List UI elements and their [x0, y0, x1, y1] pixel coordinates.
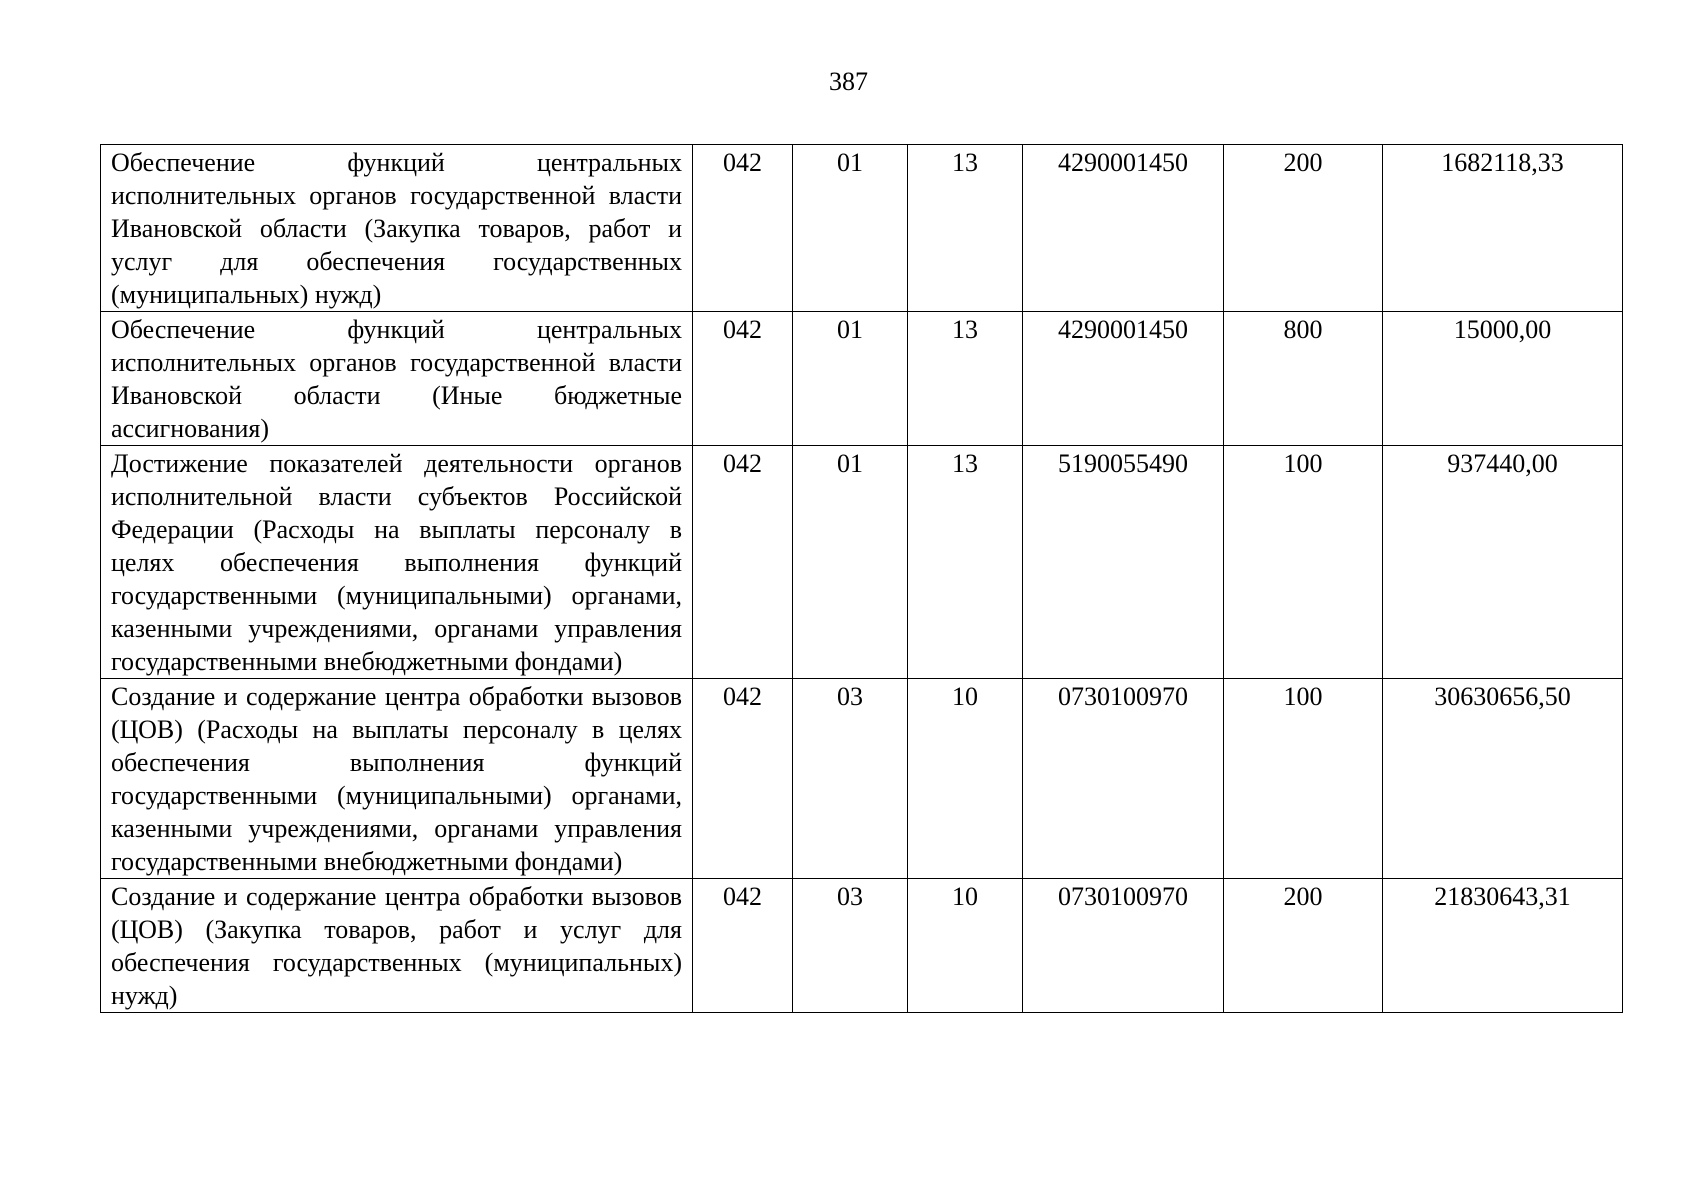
ministry-code: 042 [693, 679, 793, 879]
expense-type-code: 800 [1224, 312, 1383, 446]
amount: 15000,00 [1383, 312, 1623, 446]
ministry-code: 042 [693, 145, 793, 312]
expense-type-code: 200 [1224, 879, 1383, 1013]
row-description: Обеспечение функций центральных исполнительных органов государственной власти Ивановской области (Иные бюджетные ассигнования) [101, 312, 693, 446]
section-code: 01 [793, 312, 908, 446]
row-description: Создание и содержание центра обработки вызовов (ЦОВ) (Расходы на выплаты персоналу в целях обеспечения выполнения функций государственными (муниципальными) органами, казенными учреждениями, органами управления государственными внебюджетными фондами) [101, 679, 693, 879]
subsection-code: 10 [908, 679, 1023, 879]
table-row [101, 145, 1623, 312]
amount: 937440,00 [1383, 446, 1623, 679]
amount: 21830643,31 [1383, 879, 1623, 1013]
row-description: Создание и содержание центра обработки вызовов (ЦОВ) (Закупка товаров, работ и услуг для обеспечения государственных (муниципальных) нужд) [101, 879, 693, 1013]
target-article-code: 4290001450 [1023, 312, 1224, 446]
target-article-code: 4290001450 [1023, 145, 1224, 312]
ministry-code: 042 [693, 312, 793, 446]
subsection-code: 13 [908, 446, 1023, 679]
table-row [101, 312, 1623, 446]
table-row [101, 879, 1623, 1013]
ministry-code: 042 [693, 446, 793, 679]
table-row [101, 446, 1623, 679]
row-description: Достижение показателей деятельности органов исполнительной власти субъектов Российской Федерации (Расходы на выплаты персоналу в целях обеспечения выполнения функций государственными (муниципальными) органами, казенными учреждениями, органами управления государственными внебюджетными фондами) [101, 446, 693, 679]
amount: 1682118,33 [1383, 145, 1623, 312]
ministry-code: 042 [693, 879, 793, 1013]
subsection-code: 13 [908, 312, 1023, 446]
section-code: 03 [793, 679, 908, 879]
amount: 30630656,50 [1383, 679, 1623, 879]
subsection-code: 13 [908, 145, 1023, 312]
subsection-code: 10 [908, 879, 1023, 1013]
target-article-code: 0730100970 [1023, 679, 1224, 879]
section-code: 01 [793, 446, 908, 679]
expense-type-code: 200 [1224, 145, 1383, 312]
table-row [101, 679, 1623, 879]
budget-table [100, 144, 1623, 1013]
target-article-code: 5190055490 [1023, 446, 1224, 679]
section-code: 01 [793, 145, 908, 312]
row-description: Обеспечение функций центральных исполнительных органов государственной власти Ивановской области (Закупка товаров, работ и услуг для обеспечения государственных (муниципальных) нужд) [101, 145, 693, 312]
expense-type-code: 100 [1224, 446, 1383, 679]
section-code: 03 [793, 879, 908, 1013]
target-article-code: 0730100970 [1023, 879, 1224, 1013]
page-number: 387 [829, 67, 868, 96]
expense-type-code: 100 [1224, 679, 1383, 879]
